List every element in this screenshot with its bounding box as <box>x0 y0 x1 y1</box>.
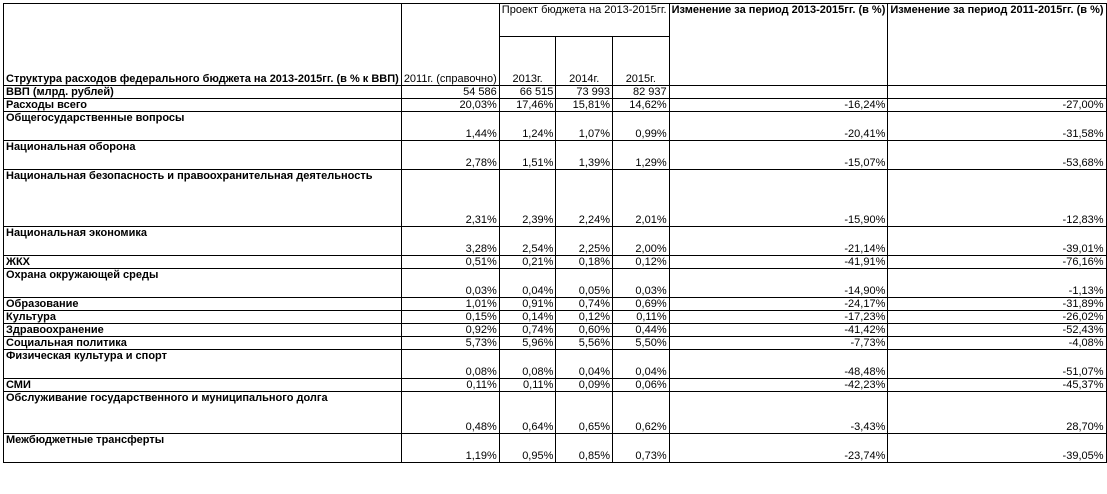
cell-y2013: 0,04% <box>499 269 556 298</box>
table-row <box>4 256 1107 269</box>
table-row <box>4 227 1107 256</box>
cell-ch1315: -20,41% <box>669 112 888 141</box>
header-structure: Структура расходов федерального бюджета на 2013-2015гг. (в % к ВВП) <box>4 4 402 86</box>
cell-y2013: 0,11% <box>499 379 556 392</box>
cell-y2014: 0,74% <box>556 298 613 311</box>
row-label: Образование <box>4 298 402 311</box>
cell-y2011: 20,03% <box>401 99 499 112</box>
cell-ch1115: -31,58% <box>888 112 1106 141</box>
row-label: ЖКХ <box>4 256 402 269</box>
cell-ch1115: -39,05% <box>888 434 1106 463</box>
cell-ch1115: -45,37% <box>888 379 1106 392</box>
cell-ch1115: -39,01% <box>888 227 1106 256</box>
cell-y2011: 5,73% <box>401 337 499 350</box>
cell-y2013: 66 515 <box>499 86 556 99</box>
cell-y2013: 0,64% <box>499 392 556 434</box>
cell-y2015: 0,06% <box>612 379 669 392</box>
cell-y2011: 54 586 <box>401 86 499 99</box>
header-2011: 2011г. (справочно) <box>401 4 499 86</box>
cell-ch1315: -24,17% <box>669 298 888 311</box>
cell-y2011: 1,19% <box>401 434 499 463</box>
cell-y2014: 0,05% <box>556 269 613 298</box>
cell-ch1315: -41,42% <box>669 324 888 337</box>
cell-y2015: 1,29% <box>612 141 669 170</box>
budget-table <box>3 3 1107 463</box>
row-label: Национальная безопасность и правоохранительная деятельность <box>4 170 402 227</box>
table-row <box>4 269 1107 298</box>
cell-y2011: 0,92% <box>401 324 499 337</box>
table-row <box>4 311 1107 324</box>
cell-ch1315: -41,91% <box>669 256 888 269</box>
cell-y2013: 0,74% <box>499 324 556 337</box>
cell-y2015: 0,69% <box>612 298 669 311</box>
cell-ch1315: -48,48% <box>669 350 888 379</box>
cell-y2015: 0,11% <box>612 311 669 324</box>
cell-ch1315: -7,73% <box>669 337 888 350</box>
row-label: Здравоохранение <box>4 324 402 337</box>
cell-y2013: 0,14% <box>499 311 556 324</box>
cell-y2011: 2,31% <box>401 170 499 227</box>
row-label: СМИ <box>4 379 402 392</box>
cell-ch1115 <box>888 86 1106 99</box>
cell-ch1115: -27,00% <box>888 99 1106 112</box>
cell-y2014: 0,12% <box>556 311 613 324</box>
cell-y2014: 73 993 <box>556 86 613 99</box>
cell-y2014: 0,09% <box>556 379 613 392</box>
cell-y2011: 0,48% <box>401 392 499 434</box>
table-row <box>4 298 1107 311</box>
cell-ch1115: -76,16% <box>888 256 1106 269</box>
cell-y2013: 5,96% <box>499 337 556 350</box>
cell-y2015: 0,12% <box>612 256 669 269</box>
table-row <box>4 337 1107 350</box>
header-change-2013-2015: Изменение за период 2013-2015гг. (в %) <box>669 4 888 86</box>
cell-y2013: 1,51% <box>499 141 556 170</box>
cell-ch1315: -17,23% <box>669 311 888 324</box>
cell-ch1315: -3,43% <box>669 392 888 434</box>
table-row <box>4 99 1107 112</box>
header-2014: 2014г. <box>556 37 613 86</box>
cell-y2014: 1,07% <box>556 112 613 141</box>
cell-ch1315 <box>669 86 888 99</box>
cell-y2011: 2,78% <box>401 141 499 170</box>
cell-y2011: 1,44% <box>401 112 499 141</box>
table-row <box>4 434 1107 463</box>
table-row <box>4 141 1107 170</box>
cell-y2013: 0,91% <box>499 298 556 311</box>
cell-ch1115: -1,13% <box>888 269 1106 298</box>
row-label: Национальная экономика <box>4 227 402 256</box>
cell-y2015: 14,62% <box>612 99 669 112</box>
header-project-group: Проект бюджета на 2013-2015гг. <box>499 4 669 37</box>
cell-y2013: 0,08% <box>499 350 556 379</box>
row-label: Межбюджетные трансферты <box>4 434 402 463</box>
cell-y2014: 2,24% <box>556 170 613 227</box>
cell-y2015: 82 937 <box>612 86 669 99</box>
cell-y2014: 5,56% <box>556 337 613 350</box>
cell-ch1315: -15,07% <box>669 141 888 170</box>
cell-y2013: 2,54% <box>499 227 556 256</box>
table-row <box>4 392 1107 434</box>
cell-y2014: 0,18% <box>556 256 613 269</box>
cell-y2015: 0,99% <box>612 112 669 141</box>
cell-ch1115: 28,70% <box>888 392 1106 434</box>
cell-ch1315: -14,90% <box>669 269 888 298</box>
cell-y2013: 17,46% <box>499 99 556 112</box>
row-label: Охрана окружающей среды <box>4 269 402 298</box>
cell-y2011: 0,15% <box>401 311 499 324</box>
row-label: Обслуживание государственного и муниципального долга <box>4 392 402 434</box>
cell-y2013: 0,95% <box>499 434 556 463</box>
cell-y2011: 0,11% <box>401 379 499 392</box>
cell-y2014: 0,85% <box>556 434 613 463</box>
cell-ch1115: -53,68% <box>888 141 1106 170</box>
table-row <box>4 170 1107 227</box>
table-row <box>4 86 1107 99</box>
cell-ch1115: -12,83% <box>888 170 1106 227</box>
cell-y2011: 1,01% <box>401 298 499 311</box>
cell-y2015: 2,01% <box>612 170 669 227</box>
cell-y2014: 0,04% <box>556 350 613 379</box>
cell-y2011: 0,51% <box>401 256 499 269</box>
cell-y2015: 0,62% <box>612 392 669 434</box>
cell-ch1315: -42,23% <box>669 379 888 392</box>
cell-ch1115: -51,07% <box>888 350 1106 379</box>
header-2015: 2015г. <box>612 37 669 86</box>
cell-ch1315: -16,24% <box>669 99 888 112</box>
cell-y2014: 2,25% <box>556 227 613 256</box>
table-row <box>4 379 1107 392</box>
header-change-2011-2015: Изменение за период 2011-2015гг. (в %) <box>888 4 1106 86</box>
row-label: Культура <box>4 311 402 324</box>
table-row <box>4 350 1107 379</box>
cell-ch1115: -26,02% <box>888 311 1106 324</box>
cell-y2013: 0,21% <box>499 256 556 269</box>
cell-y2011: 0,08% <box>401 350 499 379</box>
cell-y2014: 0,60% <box>556 324 613 337</box>
cell-ch1315: -23,74% <box>669 434 888 463</box>
cell-y2015: 2,00% <box>612 227 669 256</box>
table-row <box>4 112 1107 141</box>
cell-ch1315: -21,14% <box>669 227 888 256</box>
row-label: Физическая культура и спорт <box>4 350 402 379</box>
cell-y2014: 0,65% <box>556 392 613 434</box>
header-2013: 2013г. <box>499 37 556 86</box>
cell-y2015: 0,03% <box>612 269 669 298</box>
table-row <box>4 324 1107 337</box>
cell-y2013: 1,24% <box>499 112 556 141</box>
cell-y2015: 0,73% <box>612 434 669 463</box>
row-label: Общегосударственные вопросы <box>4 112 402 141</box>
row-label: Расходы всего <box>4 99 402 112</box>
cell-ch1115: -52,43% <box>888 324 1106 337</box>
cell-y2015: 0,04% <box>612 350 669 379</box>
cell-y2013: 2,39% <box>499 170 556 227</box>
cell-y2011: 3,28% <box>401 227 499 256</box>
cell-ch1315: -15,90% <box>669 170 888 227</box>
cell-ch1115: -4,08% <box>888 337 1106 350</box>
cell-y2015: 0,44% <box>612 324 669 337</box>
cell-ch1115: -31,89% <box>888 298 1106 311</box>
cell-y2014: 1,39% <box>556 141 613 170</box>
cell-y2011: 0,03% <box>401 269 499 298</box>
row-label: Социальная политика <box>4 337 402 350</box>
cell-y2014: 15,81% <box>556 99 613 112</box>
cell-y2015: 5,50% <box>612 337 669 350</box>
row-label: ВВП (млрд. рублей) <box>4 86 402 99</box>
row-label: Национальная оборона <box>4 141 402 170</box>
